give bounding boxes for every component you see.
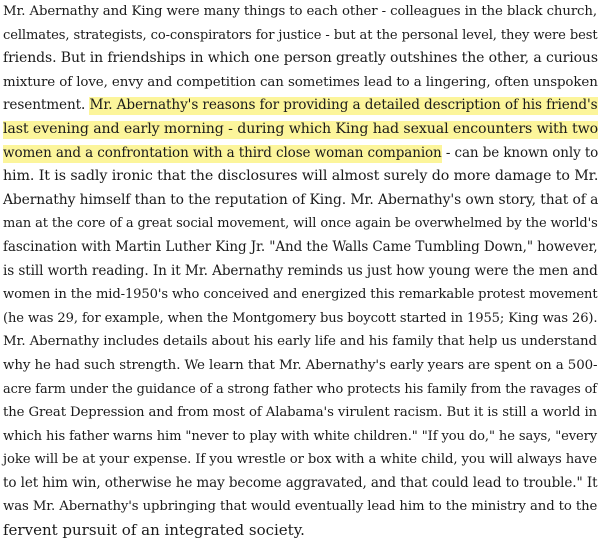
body-text: Mr. Abernathy includes details about his early life and his family that help us understand [3, 334, 597, 350]
text-line [3, 378, 599, 402]
text-line [3, 401, 599, 425]
text-line [3, 283, 599, 307]
highlighted-text: women and a confrontation with a third close woman companion [3, 144, 442, 161]
text-line [3, 142, 599, 166]
highlighted-text: last evening and early morning - during which King had sexual encounters with two [3, 120, 599, 137]
body-text: fascination with Martin Luther King Jr. "And the Walls Came Tumbling Down," however, [3, 238, 598, 255]
body-text: the Great Depression and from most of Alabama's virulent racism. But it is still a world in [3, 405, 598, 421]
body-text: friends. But in friendships in which one person greatly outshines the other, a curious [3, 50, 598, 67]
text-line [3, 354, 599, 378]
body-text: - can be known only to [441, 144, 599, 161]
body-text: (he was 29, for example, when the Montgomery bus boycott started in 1955; King was 26). [3, 310, 598, 326]
text-line [3, 495, 599, 519]
highlighted-text: Mr. Abernathy's reasons for providing a detailed description of his friend's [89, 97, 598, 114]
text-line [3, 94, 599, 118]
body-text: man at the core of a great social movement, will once again be overwhelmed by the world's [3, 216, 598, 232]
text-line [3, 24, 599, 48]
body-text: Mr. Abernathy and King were many things to each other - colleagues in the black church, [3, 4, 597, 19]
body-text: acre farm under the guidance of a strong father who protects his family from the ravages of [3, 381, 597, 397]
body-text: is still worth reading. In it Mr. Abernathy reminds us just how young were the men and [3, 262, 598, 279]
body-text: why he had such strength. We learn that Mr. Abernathy's early years are spent on a 500- [3, 357, 598, 373]
body-text: joke will be at your expense. If you wrestle or box with a white child, you will always have [3, 452, 597, 468]
body-text: cellmates, strategists, co-conspirators for justice - but at the personal level, they were best [3, 27, 598, 43]
body-text: was Mr. Abernathy's upbringing that would eventually lead him to the ministry and to the [3, 499, 598, 515]
text-line [3, 330, 599, 354]
text-line [3, 260, 599, 284]
text-line [3, 212, 599, 236]
body-text: Abernathy himself than to the reputation of King. Mr. Abernathy's own story, that of a [3, 191, 599, 208]
text-line [3, 118, 599, 142]
body-text: women in the mid-1950's who conceived and energized this remarkable protest movement [3, 287, 598, 303]
body-text: to let him win, otherwise he may become aggravated, and that could lead to trouble." It [3, 474, 598, 491]
text-line [3, 519, 599, 543]
body-text: him. It is sadly ironic that the disclosures will almost surely do more damage to Mr. [3, 168, 599, 185]
body-text: resentment. [3, 97, 90, 114]
body-text: fervent pursuit of an integrated society. [3, 521, 305, 540]
text-line [3, 189, 599, 213]
body-text: mixture of love, envy and competition can sometimes lead to a lingering, often unspoken [3, 74, 598, 90]
text-line [3, 425, 599, 449]
text-line [3, 47, 599, 71]
body-text: which his father warns him "never to play with white children." "If you do," he says, "every [3, 428, 598, 444]
text-line [3, 236, 599, 260]
text-line [3, 165, 599, 189]
text-line [3, 71, 599, 95]
text-line [3, 448, 599, 472]
text-line [3, 472, 599, 496]
text-line [3, 0, 599, 24]
text-line [3, 307, 599, 331]
